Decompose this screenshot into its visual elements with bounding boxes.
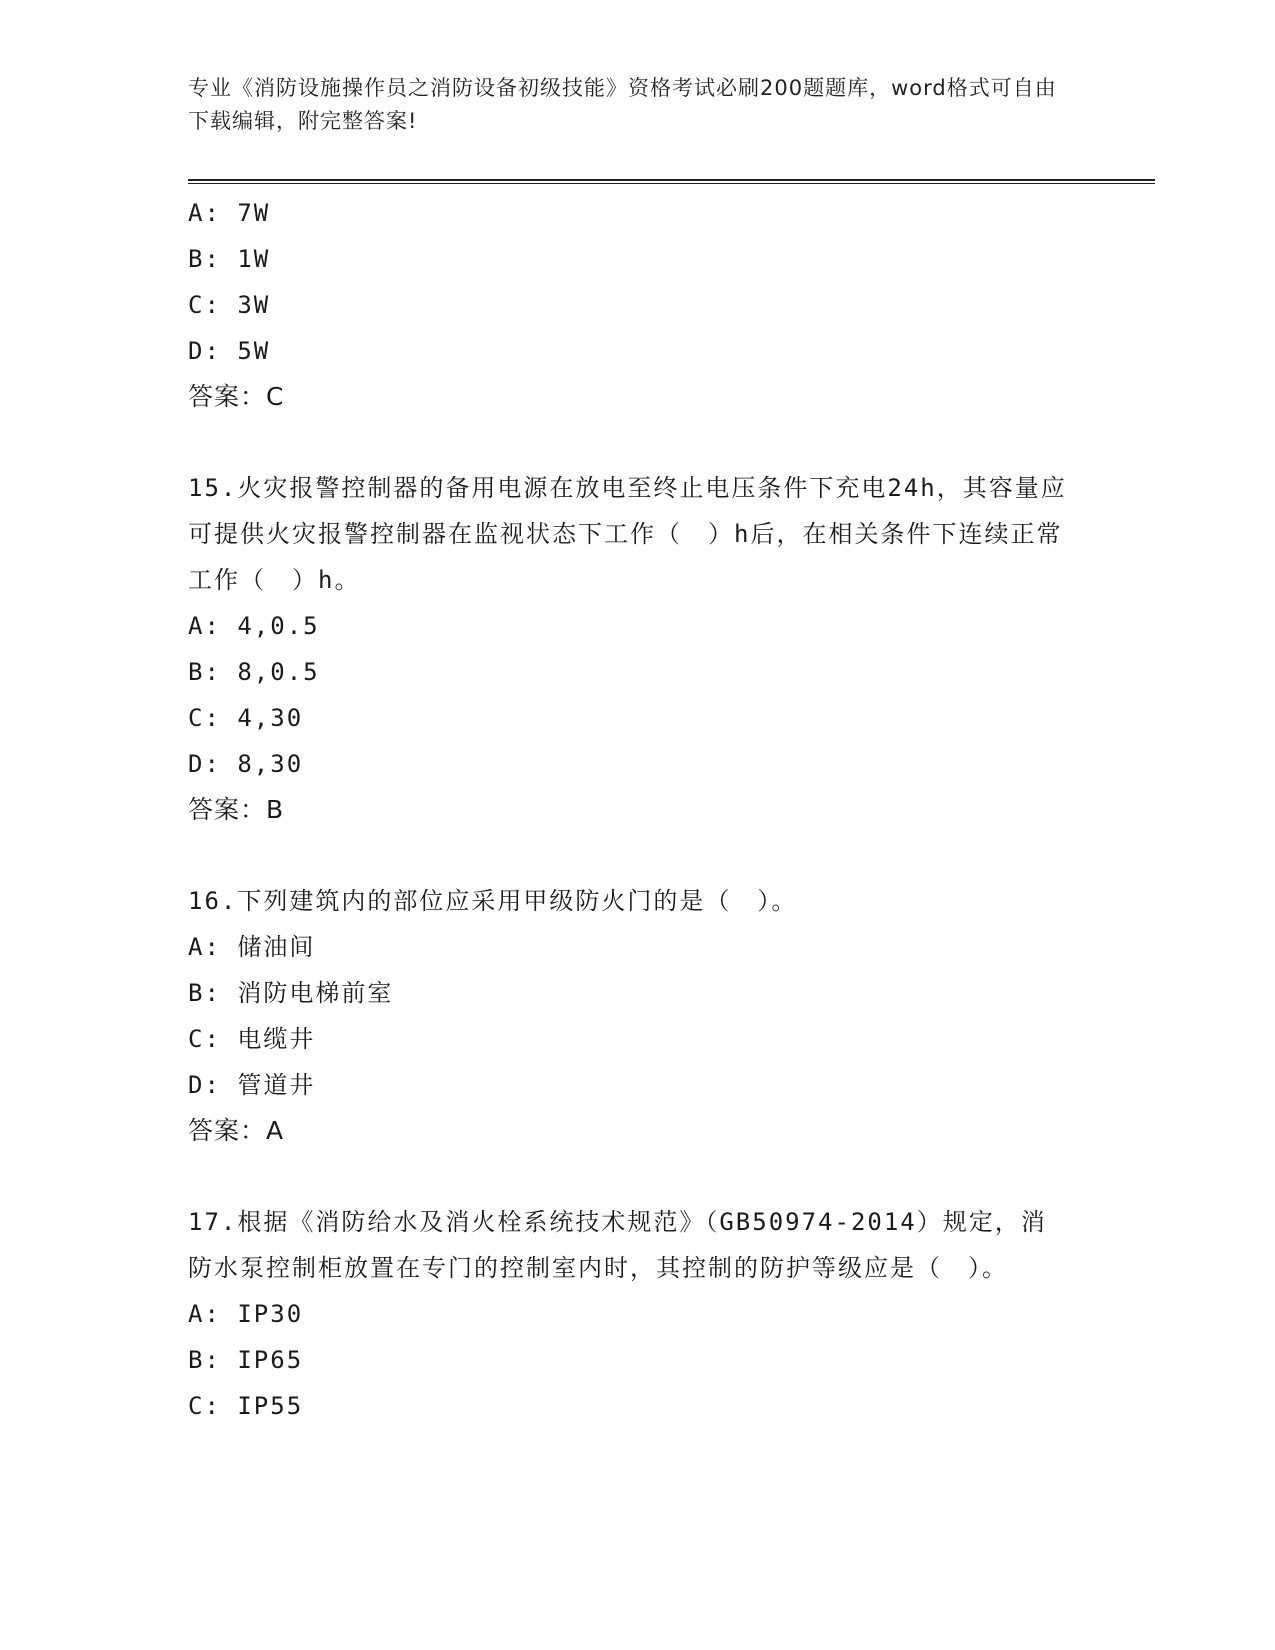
option-c: C: IP55 — [188, 1392, 304, 1420]
answer: 答案：A — [188, 1116, 285, 1145]
option-d: D: 5W — [188, 337, 271, 365]
header-rule-thick — [188, 179, 1155, 181]
option-a: A: IP30 — [188, 1300, 304, 1328]
document-body — [188, 190, 1088, 1429]
question-14-tail — [188, 190, 1088, 420]
question-stem: 16.下列建筑内的部位应采用甲级防火门的是（ ）。 — [188, 887, 798, 915]
answer: 答案：C — [188, 382, 285, 411]
option-a: A: 7W — [188, 199, 271, 227]
option-c: C: 3W — [188, 291, 271, 319]
option-b: B: 1W — [188, 245, 271, 273]
option-c: C: 电缆井 — [188, 1025, 316, 1053]
option-d: D: 8,30 — [188, 750, 304, 778]
option-c: C: 4,30 — [188, 704, 304, 732]
option-b: B: IP65 — [188, 1346, 304, 1374]
question-16 — [188, 878, 1088, 1154]
option-b: B: 8,0.5 — [188, 658, 320, 686]
question-stem: 15.火灾报警控制器的备用电源在放电至终止电压条件下充电24h，其容量应可提供火灾报警控制器在监视状态下工作（ ）h后，在相关条件下连续正常工作（ ）h。 — [188, 474, 1067, 594]
question-stem: 17.根据《消防给水及消火栓系统技术规范》（GB50974-2014）规定，消防水泵控制柜放置在专门的控制室内时，其控制的防护等级应是（ ）。 — [188, 1208, 1047, 1282]
option-a: A: 4,0.5 — [188, 612, 320, 640]
document-header: 专业《消防设施操作员之消防设备初级技能》资格考试必刷200题题库，word格式可自由下载编辑，附完整答案! — [188, 76, 1057, 133]
option-a: A: 储油间 — [188, 933, 316, 961]
question-17 — [188, 1199, 1088, 1429]
question-15 — [188, 465, 1088, 833]
answer: 答案：B — [188, 795, 285, 824]
option-b: B: 消防电梯前室 — [188, 979, 394, 1007]
header-rule-thin — [188, 183, 1155, 184]
option-d: D: 管道井 — [188, 1071, 316, 1099]
